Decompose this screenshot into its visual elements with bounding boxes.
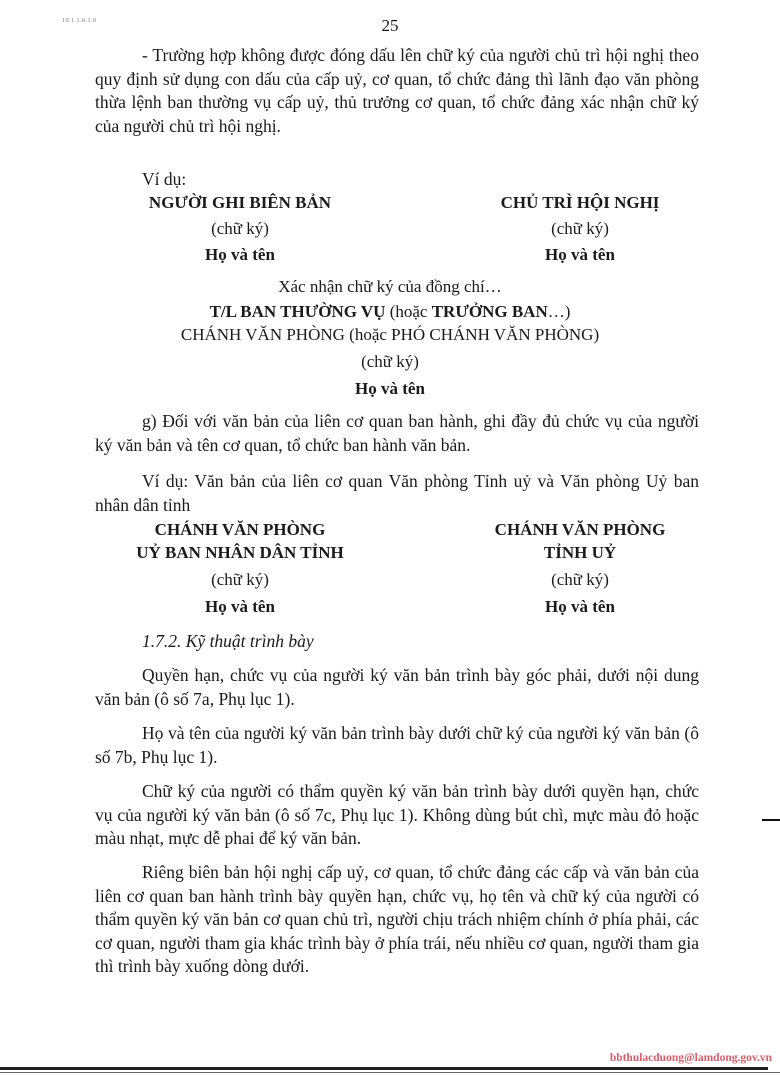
joint-signer-name-right: Họ và tên [545,597,615,616]
example-label: Ví dụ: [142,169,187,189]
joint-signer-title-right-2: TỈNH UỶ [543,543,617,562]
joint-signer-name-left: Họ và tên [205,597,275,616]
joint-signature-placeholder-left: (chữ ký) [211,570,269,589]
signature-placeholder-right: (chữ ký) [551,219,609,238]
confirm-signature-placeholder: (chữ ký) [361,352,419,371]
signer-name-right: Họ và tên [545,245,615,264]
paragraph-signature: Chữ ký của người có thẩm quyền ký văn bản trình bày dưới quyền hạn, chức vụ của người ký văn bản (ô số 7c, Phụ lục 1). Không dùng bút chì, mực màu đỏ hoặc màu nhạt, mực dễ phai để ký văn bản. [95,781,699,848]
confirm-authority-bold-b: TRƯỞNG BAN [431,302,548,321]
confirm-office-line: CHÁNH VĂN PHÒNG (hoặc PHÓ CHÁNH VĂN PHÒNG) [180,325,600,344]
paragraph-joint-example: Ví dụ: Văn bản của liên cơ quan Văn phòng Tỉnh uỷ và Văn phòng Uỷ ban nhân dân tỉnh [95,471,699,515]
footer-rule-thin [0,1072,780,1073]
signature-placeholder-left: (chữ ký) [211,219,269,238]
section-heading: 1.7.2. Kỹ thuật trình bày [142,631,314,651]
confirm-authority-line [0,300,780,323]
scan-edge-mark [762,819,780,821]
scan-mark: 10.1.1.0.1.0 [62,18,97,24]
signer-title-left: NGƯỜI GHI BIÊN BẢN [148,193,332,212]
confirm-name: Họ và tên [355,379,425,398]
paragraph-name: Họ và tên của người ký văn bản trình bày dưới chữ ký của người ký văn bản (ô số 7b, Phụ lục 1). [95,723,699,767]
paragraph-authority: Quyền hạn, chức vụ của người ký văn bản trình bày góc phải, dưới nội dung văn bản (ô số 7a, Phụ lục 1). [95,665,699,709]
joint-signer-title-left-1: CHÁNH VĂN PHÒNG [154,520,326,539]
paragraph-stamp-rule: - Trường hợp không được đóng dấu lên chữ ký của người chủ trì hội nghị theo quy định sử dụng con dấu của cấp uỷ, cơ quan, tổ chức đảng thì lãnh đạo văn phòng thừa lệnh ban thường vụ cấp uỷ, thủ trưởng cơ quan, tổ chức đảng xác nhận chữ ký của người chủ trì hội nghị. [95,45,699,136]
joint-signer-title-right-1: CHÁNH VĂN PHÒNG [494,520,666,539]
joint-signature-placeholder-right: (chữ ký) [551,570,609,589]
confirm-authority-bold-a: T/L BAN THƯỜNG VỤ [209,302,386,321]
signer-title-right: CHỦ TRÌ HỘI NGHỊ [500,193,660,212]
paragraph-special-case: Riêng biên bản hội nghị cấp uỷ, cơ quan, tổ chức đảng các cấp và văn bản của liên cơ quan ban hành trình bày quyền hạn, chức vụ, họ tên và chữ ký của người có thẩm quyền ký văn bản cơ quan chủ trì, người chịu trách nhiệm chính ở phía phải, các cơ quan, người tham gia khác trình bày ở phía trái, nếu nhiều cơ quan, người tham gia thì trình bày xuống dòng dưới. [95,862,699,976]
footer-rule [0,1067,768,1070]
signer-name-left: Họ và tên [205,245,275,264]
confirm-line: Xác nhận chữ ký của đồng chí… [278,277,502,296]
footer-email: bbthulacduong@lamdong.gov.vn [609,1052,772,1064]
confirm-authority-normal-b: …) [547,302,571,321]
confirm-authority-normal-a: (hoặc [385,302,432,321]
paragraph-joint-agencies: g) Đối với văn bản của liên cơ quan ban hành, ghi đầy đủ chức vụ của người ký văn bản và tên cơ quan, tổ chức ban hành văn bản. [95,411,699,455]
page-number: 25 [381,16,399,35]
joint-signer-title-left-2: UỶ BAN NHÂN DÂN TỈNH [136,543,344,562]
